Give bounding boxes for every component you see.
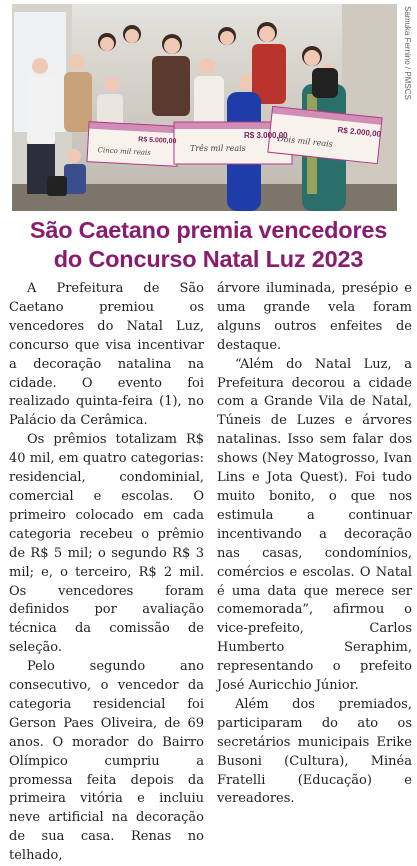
article-headline xyxy=(0,216,417,274)
article-column-right xyxy=(217,280,412,809)
paragraph: Além dos premiados, participaram do ato os secretários municipais Erike Busoni (Cultura), Minéa Fratelli (Educação) e vereadores. xyxy=(217,696,412,807)
paragraph: Pelo segundo ano consecutivo, o vencedor da categoria residencial foi Gerson Paes Oliveira, de 69 anos. O morador do Bairro Olímpico cumpriu a promessa feita depois da primeira vitória e incluiu neve artificial na decoração de sua casa. Renas no telhado, xyxy=(9,659,204,864)
check-3000-amount: R$ 3.000,00 xyxy=(244,131,288,140)
paragraph: Os prêmios totalizam R$ 40 mil, em quatro categorias: residencial, condominial, comercial e escolas. O primeiro colocado em cada categoria recebeu o prêmio de R$ 5 mil; o segundo R$ 3 mil; e, o terceiro, R$ 2 mil. Os vencedores foram definidos por avaliação técnica da comissão de seleção. xyxy=(9,432,204,656)
check-5000-written: Cinco mil reais xyxy=(97,146,152,157)
headline-line-2: do Concurso Natal Luz 2023 xyxy=(53,246,364,272)
check-3000-written: Três mil reais xyxy=(190,144,246,153)
check-5000-amount: R$ 5.000,00 xyxy=(138,136,177,146)
photo-credit: Samuka Fernino / PMSCS xyxy=(403,6,412,100)
check-2000-amount: R$ 2.000,00 xyxy=(337,125,382,139)
headline-line-1: São Caetano premia vencedores xyxy=(29,217,388,243)
check-2000-written: Dois mil reais xyxy=(276,134,334,149)
paragraph-continuation: árvore iluminada, presépio e uma grande vela foram alguns outros enfeites de destaque. xyxy=(217,281,412,353)
paragraph: A Prefeitura de São Caetano premiou os vencedores do Natal Luz, concurso que visa incentivar a decoração natalina na cidade. O evento foi realizado quinta-feira (1), no Palácio da Cerâmica. xyxy=(9,281,204,429)
paragraph: “Além do Natal Luz, a Prefeitura decorou a cidade com a Grande Vila de Natal, Túneis de Luzes e árvores natalinas. Isso sem falar dos shows (Ney Matogrosso, Ivan Lins e Jota Quest). Foi tudo muito bonito, o que nos estimula a continuar incentivando a decoração nas casas, condomínios, comércios e escolas. O Natal é uma data que merece ser comemorada”, afirmou o vice-prefeito, Carlos Humberto Seraphim, representando o prefeito José Auricchio Júnior. xyxy=(217,356,412,694)
event-photo xyxy=(12,4,397,211)
article-column-left xyxy=(9,280,204,866)
